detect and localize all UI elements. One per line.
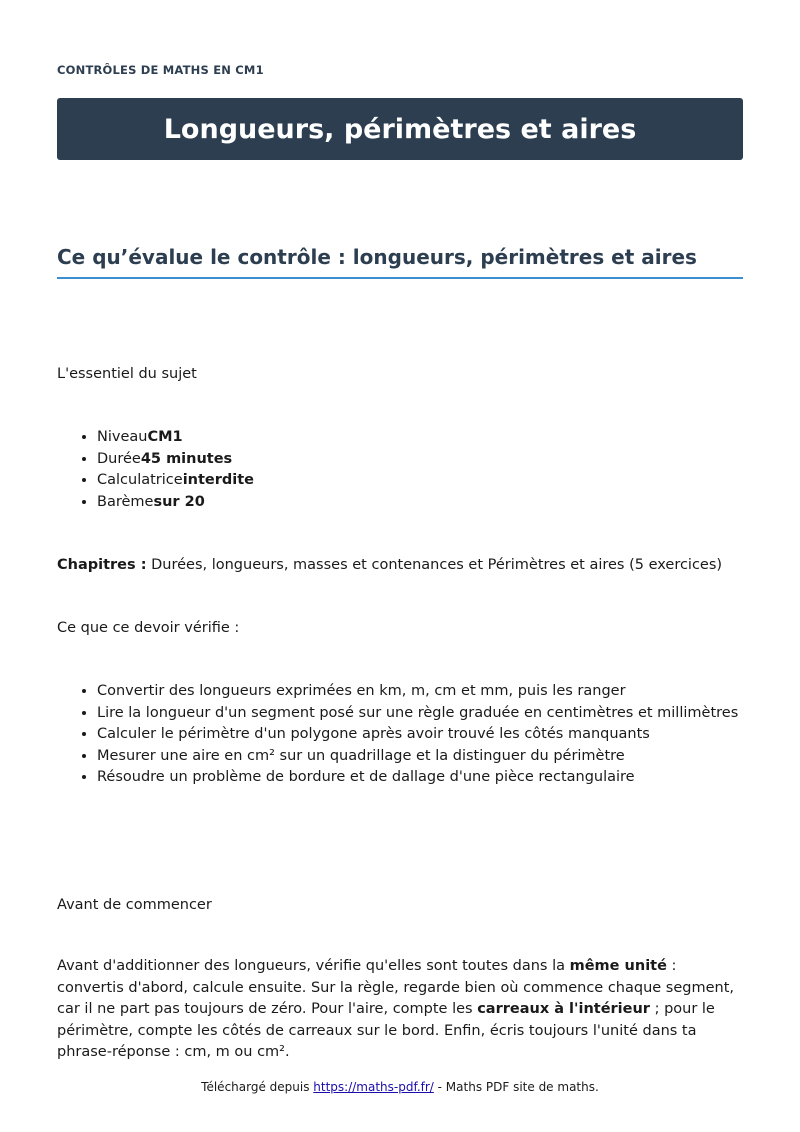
essentials-list (57, 427, 254, 513)
list-item: • Mesurer une aire en cm² sur un quadrillage et la distinguer du périmètre (97, 746, 738, 768)
list-item: • NiveauCM1 (97, 427, 254, 449)
checks-list (57, 681, 738, 789)
footer: Téléchargé depuis https://maths-pdf.fr/ - Maths PDF site de maths. (201, 1080, 599, 1094)
list-item: • Durée45 minutes (97, 449, 254, 471)
section-title: Ce qu’évalue le contrôle : longueurs, périmètres et aires (57, 245, 743, 279)
chapters-line (57, 555, 722, 577)
list-item: • Résoudre un problème de bordure et de dallage d'une pièce rectangulaire (97, 767, 738, 789)
essentials-heading: L'essentiel du sujet (57, 366, 197, 382)
source-link[interactable]: https://maths-pdf.fr/ (313, 1080, 434, 1094)
list-item: • Convertir des longueurs exprimées en km, m, cm et mm, puis les ranger (97, 681, 738, 703)
list-item: • Barèmesur 20 (97, 492, 254, 514)
list-item: • Calculatriceinterdite (97, 470, 254, 492)
checks-heading: Ce que ce devoir vérifie : (57, 620, 240, 636)
chapters-label: Chapitres : (57, 557, 147, 573)
title-banner (57, 98, 743, 160)
series-kicker: CONTRÔLES DE MATHS EN CM1 (57, 63, 264, 77)
before-heading: Avant de commencer (57, 897, 212, 913)
list-item: • Lire la longueur d'un segment posé sur une règle graduée en centimètres et millimètres (97, 703, 738, 725)
page-title: Longueurs, périmètres et aires (163, 113, 637, 145)
chapters-text: Durées, longueurs, masses et contenances et Périmètres et aires (5 exercices) (146, 557, 723, 573)
before-paragraph: Avant d'additionner des longueurs, vérifie qu'elles sont toutes dans la même unité : convertis d'abord, calcule ensuite. Sur la règle, regarde bien où commence chaque segment, car il ne part pas toujours de zéro. Pour l'aire, compte les carreaux à l'intérieur ; pour le périmètre, compte les côtés de carreaux sur le bord. Enfin, écris toujours l'unité dans ta phrase-réponse : cm, m ou cm². (57, 958, 734, 1060)
list-item: • Calculer le périmètre d'un polygone après avoir trouvé les côtés manquants (97, 724, 738, 746)
